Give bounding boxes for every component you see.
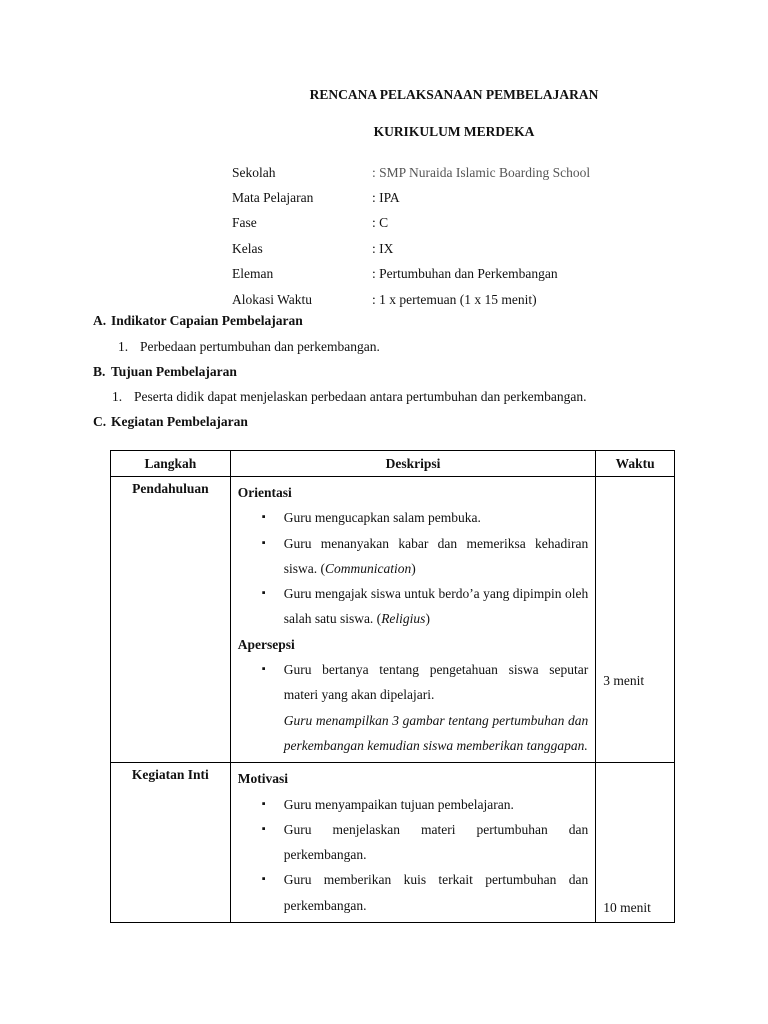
identity-label: Eleman xyxy=(232,266,274,282)
section-letter: B. xyxy=(93,364,106,379)
identity-row-sekolah xyxy=(232,160,692,185)
item-number: 1. xyxy=(112,389,123,404)
identity-value: : IPA xyxy=(372,190,400,206)
section-title: Indikator Capaian Pembelajaran xyxy=(111,313,303,328)
section-letter: A. xyxy=(93,313,107,328)
identity-row-kelas xyxy=(232,236,692,261)
section-a-item xyxy=(118,339,380,355)
identity-value: : C xyxy=(372,215,389,231)
identity-label: Alokasi Waktu xyxy=(232,291,313,307)
bullet-emphasis: Religius xyxy=(381,611,426,627)
description-cell xyxy=(230,477,596,763)
identity-value: : 1 x pertemuan (1 x 15 menit) xyxy=(372,291,537,307)
section-title: Kegiatan Pembelajaran xyxy=(111,414,248,429)
identity-block xyxy=(232,160,692,312)
bullet-text: Guru mengucapkan salam pembuka. xyxy=(283,510,481,526)
identity-label: Mata Pelajaran xyxy=(232,190,314,206)
step-cell: Pendahuluan xyxy=(111,477,231,763)
document-title: RENCANA PELAKSANAAN PEMBELAJARAN xyxy=(309,87,599,102)
list-item xyxy=(262,581,589,632)
list-item xyxy=(262,505,589,530)
bullet-emphasis: Communication xyxy=(324,560,412,576)
item-number: 1. xyxy=(118,339,129,354)
time-value: 3 menit xyxy=(603,673,645,688)
item-text: Perbedaan pertumbuhan dan perkembangan. xyxy=(140,339,380,354)
list-item xyxy=(262,817,589,868)
bullet-tail: ) xyxy=(425,611,430,627)
bullet-text: Guru menanyakan kabar dan memeriksa kehadiran siswa. ( xyxy=(283,535,589,576)
block-heading: Motivasi xyxy=(237,771,288,787)
header-langkah: Langkah xyxy=(111,451,231,477)
list-item xyxy=(262,531,589,582)
identity-row-mapel xyxy=(232,185,692,210)
bullet-text: Guru menjelaskan materi pertumbuhan dan perkembangan. xyxy=(283,821,589,863)
identity-value: : SMP Nuraida Islamic Boarding School xyxy=(372,164,591,180)
item-text: Peserta didik dapat menjelaskan perbedaan antara pertumbuhan dan perkembangan. xyxy=(134,389,587,404)
section-b-item xyxy=(112,389,586,405)
section-title: Tujuan Pembelajaran xyxy=(111,364,237,379)
identity-value: : Pertumbuhan dan Perkembangan xyxy=(372,266,558,282)
bullet-list xyxy=(238,657,589,708)
description-cell xyxy=(230,763,596,923)
block-heading: Orientasi xyxy=(237,485,292,500)
bullet-list xyxy=(238,505,589,631)
identity-row-eleman xyxy=(232,262,692,287)
identity-label: Fase xyxy=(232,215,257,231)
list-item xyxy=(262,657,589,708)
bullet-tail: ) xyxy=(411,560,416,576)
document-subtitle: KURIKULUM MERDEKA xyxy=(373,124,535,139)
section-c-heading xyxy=(93,414,248,430)
italic-note: Guru menampilkan 3 gambar tentang pertumbuhan dan perkembangan kemudian siswa memberikan tanggapan. xyxy=(283,712,589,753)
table-header-row xyxy=(111,451,675,477)
time-cell xyxy=(596,477,675,763)
activity-table xyxy=(110,450,675,923)
section-a-heading xyxy=(93,313,303,329)
identity-label: Kelas xyxy=(232,240,263,256)
time-cell xyxy=(596,763,675,923)
step-cell: Kegiatan Inti xyxy=(111,763,231,923)
bullet-text: Guru memberikan kuis terkait pertumbuhan dan perkembangan. xyxy=(283,872,589,913)
header-deskripsi: Deskripsi xyxy=(230,451,596,477)
list-item xyxy=(262,792,589,817)
identity-row-fase xyxy=(232,211,692,236)
identity-label: Sekolah xyxy=(232,164,276,180)
section-b-heading xyxy=(93,364,237,380)
bullet-text: Guru mengajak siswa untuk berdo’a yang dipimpin oleh salah satu siswa. ( xyxy=(283,586,589,627)
bullet-text: Guru menyampaikan tujuan pembelajaran. xyxy=(283,796,514,812)
header-waktu: Waktu xyxy=(596,451,675,477)
time-value: 10 menit xyxy=(603,900,651,916)
bullet-list xyxy=(238,792,589,918)
table-row xyxy=(111,763,675,923)
bullet-text: Guru bertanya tentang pengetahuan siswa seputar materi yang akan dipelajari. xyxy=(283,662,589,703)
list-item xyxy=(262,867,589,918)
table-row xyxy=(111,477,675,763)
identity-row-alokasi xyxy=(232,287,692,312)
block-heading: Apersepsi xyxy=(237,636,295,652)
identity-value: : IX xyxy=(372,240,394,256)
section-letter: C. xyxy=(93,414,107,429)
